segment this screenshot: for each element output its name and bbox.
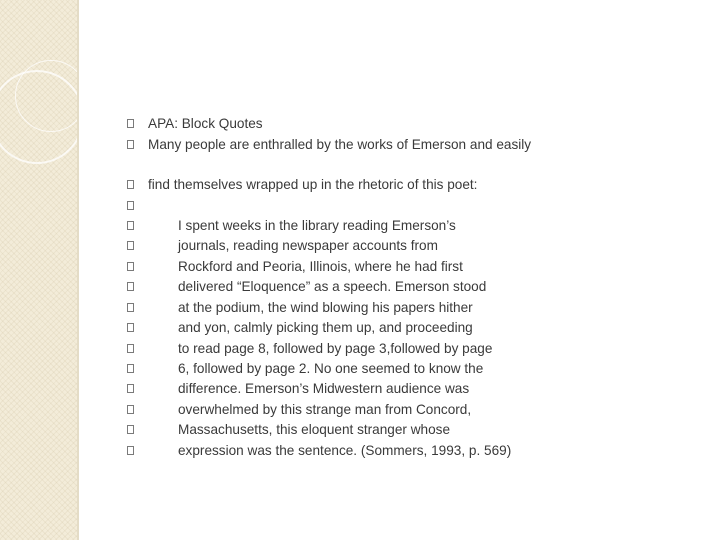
quote-line-text: delivered “Eloquence” as a speech. Emerson stood	[178, 279, 487, 294]
box-bullet-icon	[127, 262, 134, 271]
box-bullet-icon	[127, 384, 134, 393]
quote-line-text: to read page 8, followed by page 3,followed by page	[178, 341, 493, 356]
box-bullet-icon	[127, 180, 134, 189]
list-item-text: APA: Block Quotes	[148, 116, 263, 131]
decorative-side-band	[0, 0, 79, 540]
quote-line-text: journals, reading newspaper accounts from	[178, 238, 438, 253]
box-bullet-icon	[127, 241, 134, 250]
box-bullet-icon	[127, 282, 134, 291]
box-bullet-icon	[127, 221, 134, 230]
box-bullet-icon	[127, 303, 134, 312]
quote-line-text: difference. Emerson’s Midwestern audience was	[178, 381, 470, 396]
box-bullet-icon	[127, 201, 134, 210]
box-bullet-icon	[127, 446, 134, 455]
box-bullet-icon	[127, 119, 134, 128]
quote-line-text: Massachusetts, this eloquent stranger whose	[178, 422, 451, 437]
box-bullet-icon	[127, 364, 134, 373]
quote-line-text: at the podium, the wind blowing his papers hither	[178, 300, 473, 315]
box-bullet-icon	[127, 323, 134, 332]
decorative-circle	[15, 60, 79, 132]
quote-line-text: Rockford and Peoria, Illinois, where he had first	[178, 259, 463, 274]
quote-line-text: 6, followed by page 2. No one seemed to know the	[178, 361, 484, 376]
quote-line-text: and yon, calmly picking them up, and proceeding	[178, 320, 473, 335]
box-bullet-icon	[127, 140, 134, 149]
box-bullet-icon	[127, 425, 134, 434]
quote-line-text: overwhelmed by this strange man from Concord,	[178, 402, 472, 417]
box-bullet-icon	[127, 344, 134, 353]
quote-line-text: I spent weeks in the library reading Emerson’s	[178, 218, 456, 233]
box-bullet-icon	[127, 405, 134, 414]
list-item-text: find themselves wrapped up in the rhetoric of this poet:	[148, 177, 478, 192]
side-band-edge	[77, 0, 79, 540]
quote-line-text: expression was the sentence. (Sommers, 1993, p. 569)	[178, 443, 512, 458]
list-item-text: Many people are enthralled by the works of Emerson and easily	[148, 137, 532, 152]
